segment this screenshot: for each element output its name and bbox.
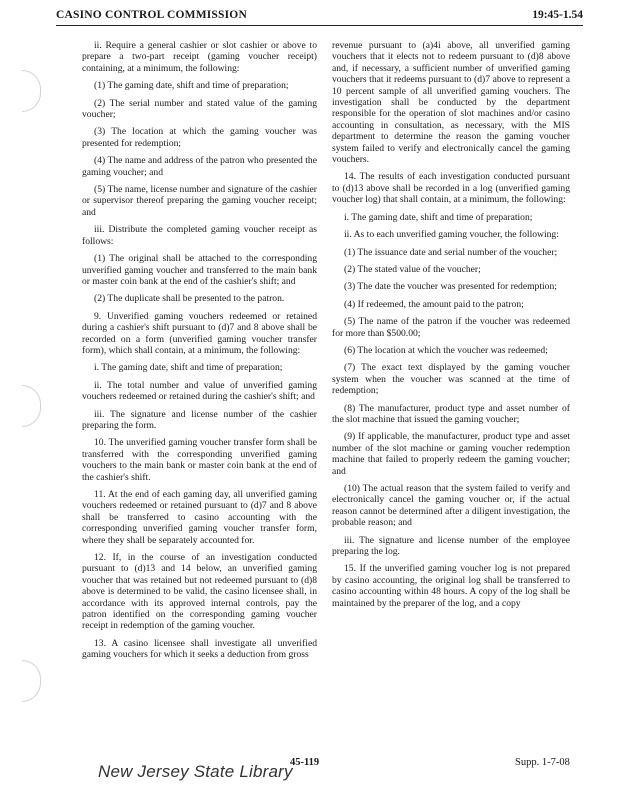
paragraph: (2) The stated value of the voucher; bbox=[344, 263, 481, 275]
paragraph: (9) If applicable, the manufacturer, product type and asset number of the slot machine or gaming voucher redemption machine that failed to properly redeem the gaming voucher; and bbox=[332, 431, 570, 477]
library-stamp: New Jersey State Library bbox=[98, 762, 293, 781]
paragraph: (1) The original shall be attached to the corresponding unverified gaming voucher and transferred to the main bank or master coin bank at the end of the cashier's shift; and bbox=[82, 253, 317, 287]
right-column bbox=[332, 40, 570, 615]
punch-hole-mark bbox=[22, 660, 41, 702]
paragraph: revenue pursuant to (a)4i above, all unverified gaming vouchers that it elects not to redeem pursuant to (d)8 above and, if necessary, a sufficient number of unverified gaming vouchers that it redeems pursuant to (d)7 above to represent a 10 percent sample of all unverified gaming vouchers. The investigation shall be conducted by the department responsible for the operation of slot machines and/or casino accounting in consultation, as necessary, with the MIS department to determine the reason the gaming voucher system failed to verify and electronically cancel the gaming vouchers. bbox=[332, 40, 570, 166]
paragraph: (3) The date the voucher was presented for redemption; bbox=[344, 281, 557, 293]
paragraph: (2) The duplicate shall be presented to the patron. bbox=[94, 293, 285, 305]
paragraph: i. The gaming date, shift and time of preparation; bbox=[344, 211, 533, 223]
paragraph: (4) If redeemed, the amount paid to the patron; bbox=[344, 298, 524, 310]
paragraph: ii. As to each unverified gaming voucher, the following: bbox=[344, 229, 559, 241]
header-title: CASINO CONTROL COMMISSION bbox=[56, 9, 247, 21]
paragraph: ii. The total number and value of unverified gaming vouchers redeemed or retained during the cashier's shift; and bbox=[82, 379, 317, 403]
paragraph: (10) The actual reason that the system failed to verify and electronically cancel the gaming voucher or, if the actual reason cannot be determined after a diligent investigation, the probable reason; and bbox=[332, 483, 570, 529]
paragraph: iii. The signature and license number of the employee preparing the log. bbox=[332, 534, 570, 558]
paragraph: (7) The exact text displayed by the gaming voucher system when the voucher was scanned at the time of redemption; bbox=[332, 362, 570, 397]
paragraph: (8) The manufacturer, product type and asset number of the slot machine that issued the gaming voucher; bbox=[332, 402, 570, 425]
paragraph: 11. At the end of each gaming day, all unverified gaming vouchers redeemed or retained pursuant to (d)7 and 8 above shall be transferred to casino accounting with the corresponding unverified gaming voucher transfer form, where they shall be separately accounted for. bbox=[82, 489, 317, 546]
paragraph: 12. If, in the course of an investigation conducted pursuant to (d)13 and 14 below, an unverified gaming voucher that was retained but not redeemed pursuant to (d)8 above is determined to be valid, the casino licensee shall, in accordance with its approved internal controls, pay the patron identified on the corresponding gaming voucher receipt in redemption of the gaming voucher. bbox=[82, 552, 317, 632]
punch-hole-mark bbox=[22, 70, 41, 112]
supplement-date: Supp. 1-7-08 bbox=[515, 757, 570, 768]
left-column bbox=[82, 40, 317, 667]
paragraph: 10. The unverified gaming voucher transfer form shall be transferred with the corresponding unverified gaming vouchers to the main bank or master coin bank at the end of the cashier's shift. bbox=[82, 437, 317, 483]
paragraph: (5) The name of the patron if the voucher was redeemed for more than $500.00; bbox=[332, 316, 570, 339]
paragraph: i. The gaming date, shift and time of preparation; bbox=[94, 362, 283, 374]
paragraph: (1) The gaming date, shift and time of preparation; bbox=[94, 80, 289, 92]
paragraph: (1) The issuance date and serial number of the voucher; bbox=[344, 246, 558, 258]
paragraph: 9. Unverified gaming vouchers redeemed or retained during a cashier's shift pursuant to (d)7 and 8 above shall be recorded on a form (unverified gaming voucher transfer form), which shall contain, at a minimum, the following: bbox=[82, 310, 317, 356]
paragraph: 14. The results of each investigation conducted pursuant to (d)13 above shall be recorded in a log (unverified gaming voucher log) that shall contain, at a minimum, the following: bbox=[332, 171, 570, 206]
running-header bbox=[56, 9, 583, 26]
paragraph: (4) The name and address of the patron who presented the gaming voucher; and bbox=[82, 155, 317, 178]
page-number: 45-119 bbox=[290, 757, 320, 768]
paragraph: (5) The name, license number and signature of the cashier or supervisor thereof preparing the gaming voucher receipt; and bbox=[82, 184, 317, 218]
header-section-number: 19:45-1.54 bbox=[532, 9, 583, 21]
paragraph: 13. A casino licensee shall investigate all unverified gaming vouchers for which it seeks a deduction from gross bbox=[82, 637, 317, 661]
paragraph: (3) The location at which the gaming voucher was presented for redemption; bbox=[82, 126, 317, 149]
punch-hole-mark bbox=[22, 385, 41, 427]
paragraph: iii. The signature and license number of the cashier preparing the form. bbox=[82, 408, 317, 431]
paragraph: 15. If the unverified gaming voucher log is not prepared by casino accounting, the original log shall be transferred to casino accounting within 48 hours. A copy of the log shall be maintained by the preparer of the log, and a copy bbox=[332, 563, 570, 609]
paragraph: ii. Require a general cashier or slot cashier or above to prepare a two-part receipt (gaming voucher receipt) containing, at a minimum, the following: bbox=[82, 40, 317, 74]
paragraph: (2) The serial number and stated value of the gaming voucher; bbox=[82, 97, 317, 121]
paragraph: (6) The location at which the voucher was redeemed; bbox=[344, 344, 548, 356]
paragraph: iii. Distribute the completed gaming voucher receipt as follows: bbox=[82, 224, 317, 247]
